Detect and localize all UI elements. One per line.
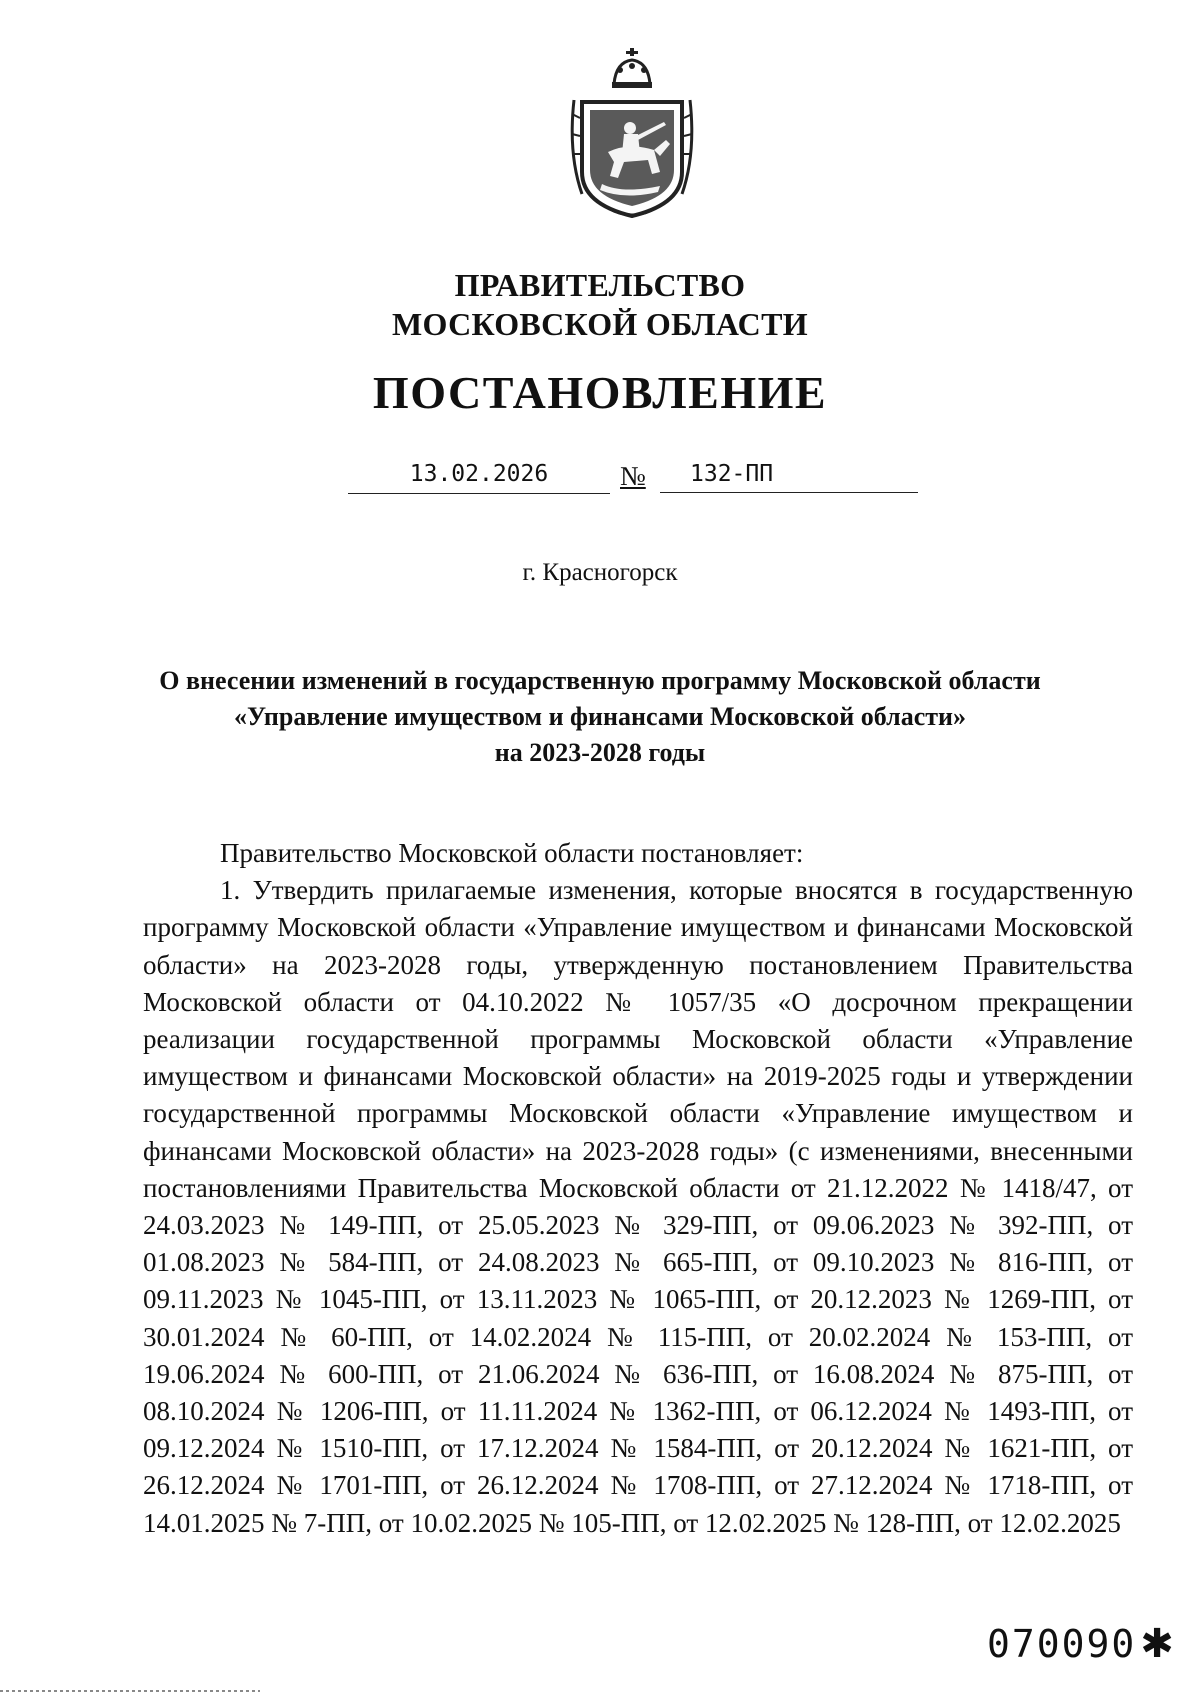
body-intro: Правительство Московской области постановляет: <box>220 838 804 868</box>
title-line3: на 2023-2028 годы <box>494 738 706 767</box>
document-date: 13.02.2026 <box>348 455 610 494</box>
document-body <box>143 835 1133 1542</box>
document-type: ПОСТАНОВЛЕНИЕ <box>372 367 828 418</box>
asterisk-icon: ✱ <box>1140 1621 1176 1667</box>
coat-of-arms-icon <box>568 44 726 222</box>
document-title <box>150 663 1050 771</box>
document-number: 132-ПП <box>660 455 918 493</box>
body-item-1: 1. Утвердить прилагаемые изменения, которые вносятся в государственную программу Московской области «Управление имуществом и финансами Московской области» на 2023-2028 годы, утвержденную постановлением Правительства Московской области от 04.10.2022 № 1057/35 «О досрочном прекращении реализации государственной программы Московской области «Управление имуществом и финансами Московской области» на 2019-2025 годы и утверждении государственной программы Московской области «Управление имуществом и финансами Московской области» на 2023-2028 годы» (с изменениями, внесенными постановлениями Правительства Московской области от 21.12.2022 № 1418/47, от 24.03.2023 № 149-ПП, от 25.05.2023 № 329-ПП, от 09.06.2023 № 392-ПП, от 01.08.2023 № 584-ПП, от 24.08.2023 № 665-ПП, от 09.10.2023 № 816-ПП, от 09.11.2023 № 1045-ПП, от 13.11.2023 № 1065-ПП, от 20.12.2023 № 1269-ПП, от 30.01.2024 № 60-ПП, от 14.02.2024 № 115-ПП, от 20.02.2024 № 153-ПП, от 19.06.2024 № 600-ПП, от 21.06.2024 № 636-ПП, от 16.08.2024 № 875-ПП, от 08.10.2024 № 1206-ПП, от 11.11.2024 № 1362-ПП, от 06.12.2024 № 1493-ПП, от 09.12.2024 № 1510-ПП, от 17.12.2024 № 1584-ПП, от 20.12.2024 № 1621-ПП, от 26.12.2024 № 1701-ПП, от 26.12.2024 № 1708-ПП, от 27.12.2024 № 1718-ПП, от 14.01.2025 № 7-ПП, от 10.02.2025 № 105-ПП, от 12.02.2025 № 128-ПП, от 12.02.2025 <box>143 875 1133 1538</box>
city: г. Красногорск <box>522 559 678 586</box>
org-name-line2: МОСКОВСКОЙ ОБЛАСТИ <box>392 306 808 342</box>
number-sign: № <box>620 461 646 491</box>
scan-artifact <box>0 1690 260 1692</box>
serial-stamp <box>987 1622 1176 1666</box>
date-number-line <box>0 455 1200 495</box>
org-name-line1: ПРАВИТЕЛЬСТВО <box>454 267 746 303</box>
title-line2: «Управление имуществом и финансами Московской области» <box>233 702 967 731</box>
title-line1: О внесении изменений в государственную программу Московской области <box>159 666 1041 695</box>
serial-number: 070090 <box>987 1622 1137 1666</box>
